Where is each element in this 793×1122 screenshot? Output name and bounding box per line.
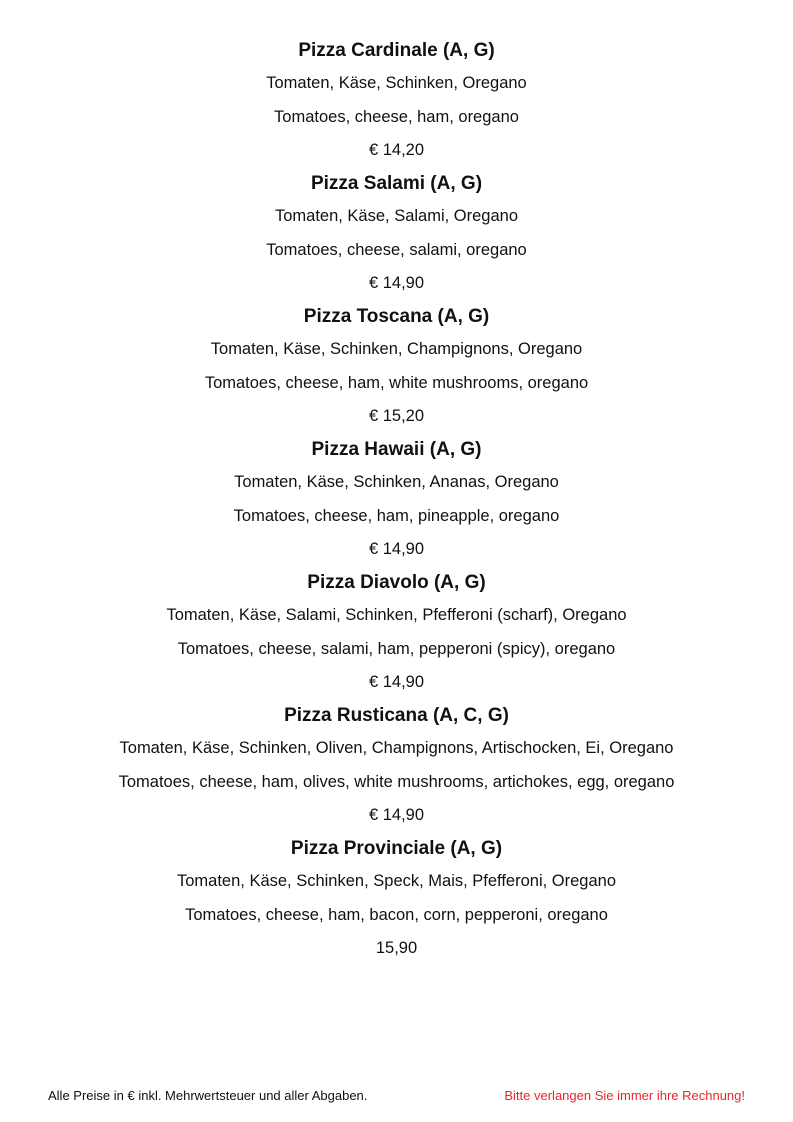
item-description-en: Tomatoes, cheese, ham, pineapple, oregano [233, 506, 560, 525]
item-description-en: Tomatoes, cheese, ham, olives, white mushrooms, artichokes, egg, oregano [118, 772, 675, 791]
receipt-note: Bitte verlangen Sie immer ihre Rechnung! [504, 1088, 745, 1103]
item-description-en: Tomatoes, cheese, salami, oregano [266, 240, 527, 259]
item-title: Pizza Hawaii (A, G) [311, 439, 482, 460]
item-title: Pizza Provinciale (A, G) [290, 838, 503, 859]
pizza-menu [0, 38, 793, 969]
item-price: € 15,20 [368, 407, 425, 425]
menu-item-diavolo [0, 570, 793, 692]
menu-item-rusticana [0, 703, 793, 825]
item-title: Pizza Diavolo (A, G) [307, 572, 486, 593]
menu-item-toscana [0, 304, 793, 426]
item-title: Pizza Salami (A, G) [310, 173, 483, 194]
menu-item-cardinale [0, 38, 793, 160]
item-price: € 14,20 [368, 141, 425, 159]
item-price: € 14,90 [368, 673, 425, 691]
menu-item-provinciale [0, 836, 793, 958]
item-price: € 14,90 [368, 806, 425, 824]
item-description-de: Tomaten, Käse, Salami, Schinken, Pfefferoni (scharf), Oregano [166, 606, 627, 624]
item-title: Pizza Toscana (A, G) [303, 306, 490, 327]
item-description-de: Tomaten, Käse, Schinken, Champignons, Oregano [210, 340, 583, 358]
item-title: Pizza Cardinale (A, G) [298, 40, 495, 61]
item-price: € 14,90 [368, 540, 425, 558]
item-description-de: Tomaten, Käse, Schinken, Oliven, Champignons, Artischocken, Ei, Oregano [119, 739, 674, 757]
item-description-de: Tomaten, Käse, Salami, Oregano [274, 207, 519, 225]
item-description-en: Tomatoes, cheese, ham, oregano [274, 107, 519, 126]
item-description-en: Tomatoes, cheese, ham, bacon, corn, pepperoni, oregano [185, 905, 608, 924]
item-description-de: Tomaten, Käse, Schinken, Oregano [266, 74, 527, 92]
price-note: Alle Preise in € inkl. Mehrwertsteuer und aller Abgaben. [48, 1088, 368, 1103]
item-description-en: Tomatoes, cheese, salami, ham, pepperoni (spicy), oregano [177, 639, 616, 658]
item-description-de: Tomaten, Käse, Schinken, Ananas, Oregano [234, 473, 559, 491]
item-title: Pizza Rusticana (A, C, G) [284, 705, 509, 726]
item-description-de: Tomaten, Käse, Schinken, Speck, Mais, Pfefferoni, Oregano [176, 872, 616, 890]
menu-item-hawaii [0, 437, 793, 559]
item-price: € 14,90 [368, 274, 425, 292]
item-description-en: Tomatoes, cheese, ham, white mushrooms, oregano [204, 373, 589, 392]
menu-item-salami [0, 171, 793, 293]
item-price: 15,90 [375, 939, 418, 957]
